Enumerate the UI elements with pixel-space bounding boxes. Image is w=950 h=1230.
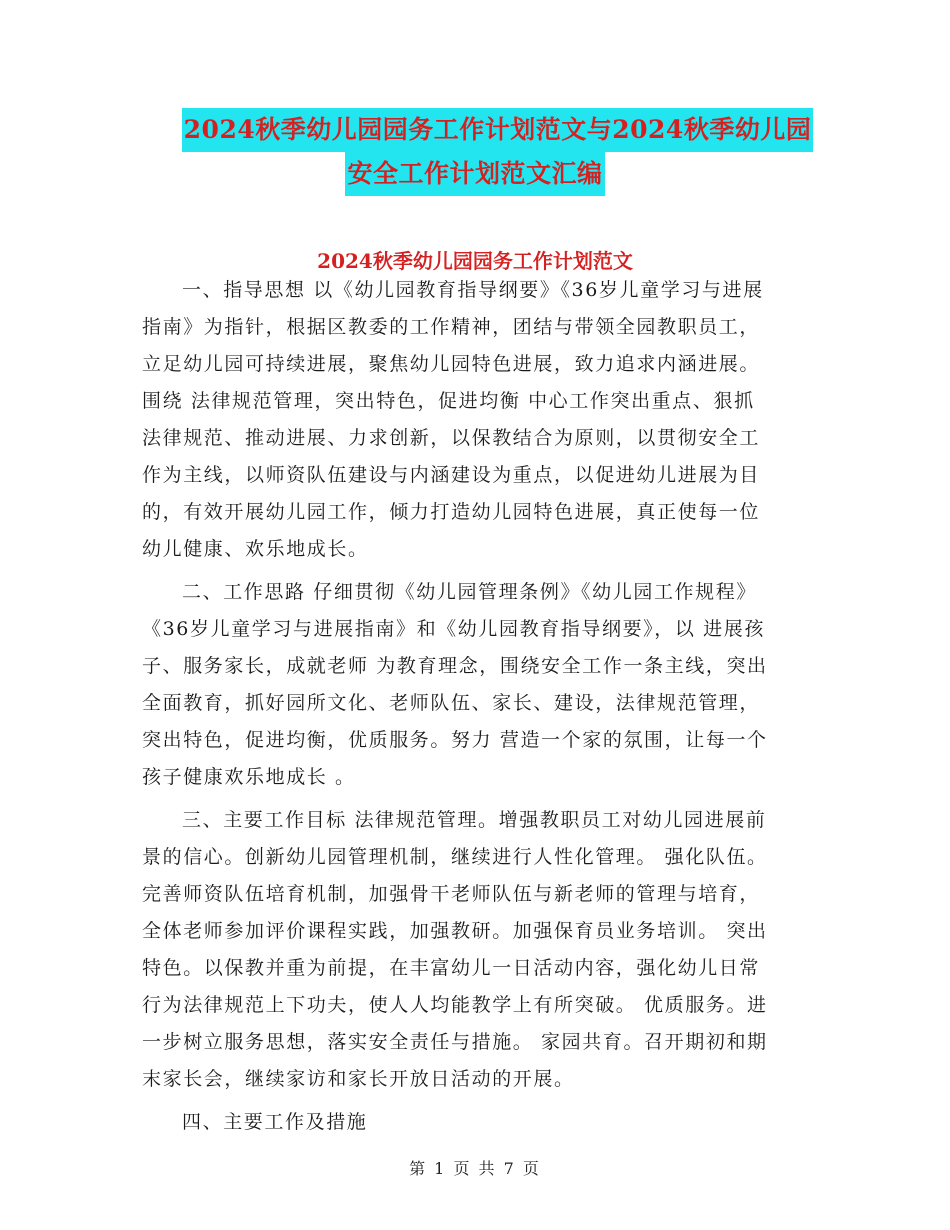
paragraph-line: 法律规范、推动进展、力求创新，以保教结合为原则，以贯彻安全工 [142, 427, 761, 449]
page-footer: 第 1 页 共 7 页 [409, 1159, 541, 1178]
paragraph-line: 指南》为指针，根据区教委的工作精神，团结与带领全园教职员工， [142, 316, 761, 338]
paragraph-line: 的，有效开展幼儿园工作，倾力打造幼儿园特色进展，真正使每一位 [142, 501, 761, 523]
paragraph-4 [142, 1104, 822, 1141]
title-line-1: 2024秋季幼儿园园务工作计划范文与2024秋季幼儿园 [182, 108, 814, 152]
title-line-2: 安全工作计划范文汇编 [345, 152, 604, 196]
paragraph-line: 一、指导思想 以《幼儿园教育指导纲要》《36岁儿童学习与进展 [182, 279, 764, 301]
paragraph-line: 全面教育，抓好园所文化、老师队伍、家长、建设，法律规范管理， [142, 692, 761, 714]
paragraph-1 [142, 272, 822, 568]
paragraph-line: 孩子健康欢乐地成长 。 [142, 766, 356, 788]
paragraph-line: 景的信心。创新幼儿园管理机制，继续进行人性化管理。 强化队伍。 [142, 846, 768, 868]
paragraph-2 [142, 574, 822, 796]
document-body [142, 272, 822, 1141]
paragraph-line: 作为主线，以师资队伍建设与内涵建设为重点，以促进幼儿进展为目 [142, 464, 761, 486]
paragraph-line: 围绕 法律规范管理，突出特色，促进均衡 中心工作突出重点、狠抓 [142, 390, 755, 412]
section-heading: 2024秋季幼儿园园务工作计划范文 [317, 249, 633, 273]
paragraph-line: 完善师资队伍培育机制，加强骨干老师队伍与新老师的管理与培育， [142, 883, 761, 905]
paragraph-line: 特色。以保教并重为前提，在丰富幼儿一日活动内容，强化幼儿日常 [142, 957, 761, 979]
paragraph-line: 一步树立服务思想，落实安全责任与措施。 家园共育。召开期初和期 [142, 1031, 768, 1053]
paragraph-line: 全体老师参加评价课程实践，加强教研。加强保育员业务培训。 突出 [142, 920, 768, 942]
paragraph-line: 子、服务家长，成就老师 为教育理念，围绕安全工作一条主线，突出 [142, 655, 768, 677]
paragraph-line: 二、工作思路 仔细贯彻《幼儿园管理条例》《幼儿园工作规程》 [182, 581, 757, 603]
paragraph-line: 三、主要工作目标 法律规范管理。增强教职员工对幼儿园进展前 [182, 809, 767, 831]
paragraph-line: 幼儿健康、欢乐地成长。 [142, 538, 369, 560]
paragraph-line: 行为法律规范上下功夫，使人人均能教学上有所突破。 优质服务。进 [142, 994, 768, 1016]
paragraph-line: 《36岁儿童学习与进展指南》和《幼儿园教育指导纲要》，以 进展孩 [142, 618, 765, 640]
paragraph-line: 突出特色，促进均衡，优质服务。努力 营造一个家的氛围，让每一个 [142, 729, 768, 751]
paragraph-3 [142, 802, 822, 1098]
paragraph-line: 立足幼儿园可持续进展，聚焦幼儿园特色进展，致力追求内涵进展。 [142, 353, 761, 375]
paragraph-line: 四、主要工作及措施 [182, 1111, 368, 1133]
paragraph-line: 末家长会，继续家访和家长开放日活动的开展。 [142, 1068, 575, 1090]
document-title [0, 108, 950, 196]
